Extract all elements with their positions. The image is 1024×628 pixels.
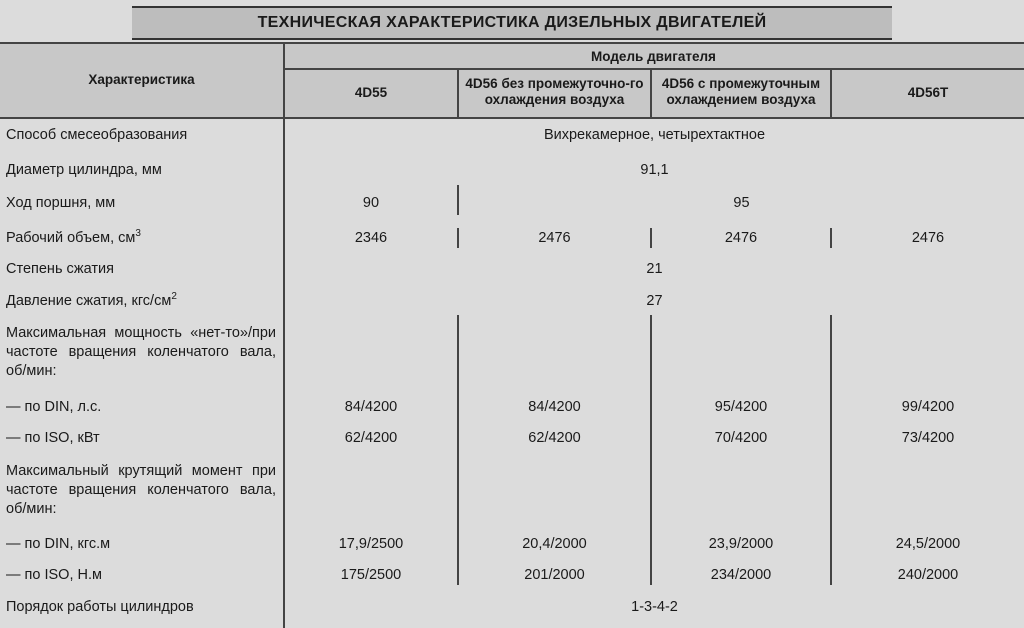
value-displacement-4d56-ic: 2476	[724, 230, 758, 246]
value-torque-din-4d56t: 24,5/2000	[895, 536, 961, 552]
value-bore: 91,1	[640, 162, 669, 178]
header-top-border	[0, 42, 1024, 44]
header-bottom-border	[0, 117, 1024, 119]
value-power-din-4d56-ic: 95/4200	[714, 399, 768, 415]
value-power-din-4d55: 84/4200	[344, 399, 398, 415]
displacement-label-text: Рабочий объем, см	[6, 230, 136, 246]
row-label-max-power: Максимальная мощность «нет-то»/при частоте вращения коленчатого вала, об/мин:	[6, 325, 276, 379]
compression-pressure-label-text: Давление сжатия, кгс/см	[6, 293, 172, 309]
value-power-iso-4d56t: 73/4200	[901, 430, 955, 446]
value-stroke-4d55: 90	[362, 195, 380, 211]
value-power-iso-4d56: 62/4200	[528, 430, 581, 446]
value-displacement-4d56: 2476	[538, 230, 571, 246]
value-torque-iso-4d56: 201/2000	[524, 567, 585, 583]
value-compression-ratio: 21	[646, 261, 663, 277]
row-label-torque-din: — по DIN, кгс.м	[6, 536, 111, 552]
value-torque-din-4d56: 20,4/2000	[522, 536, 587, 552]
value-torque-din-4d55: 17,9/2500	[338, 536, 404, 552]
row-label-torque-iso: — по ISO, Н.м	[6, 567, 102, 583]
value-power-din-4d56t: 99/4200	[901, 399, 955, 415]
row-label-mixing: Способ смесеобразования	[6, 127, 188, 143]
value-torque-din-4d56-ic: 23,9/2000	[708, 536, 774, 552]
model-header-divider	[283, 68, 1024, 70]
model-4d55-header: 4D55	[354, 85, 388, 100]
row-label-max-torque: Максимальный крутящий момент при частоте вращения коленчатого вала, об/мин:	[6, 463, 276, 517]
value-displacement-4d55: 2346	[354, 230, 388, 246]
value-torque-iso-4d56t: 240/2000	[897, 567, 959, 583]
value-compression-pressure: 27	[646, 293, 663, 309]
row-label-power-iso: — по ISO, кВт	[6, 430, 100, 446]
value-mixing: Вихрекамерное, четырехтактное	[543, 127, 766, 143]
row-label-firing-order: Порядок работы цилиндров	[6, 599, 194, 615]
value-stroke-4d56: 95	[733, 195, 750, 211]
value-power-iso-4d55: 62/4200	[344, 430, 398, 446]
row-label-stroke: Ход поршня, мм	[6, 195, 116, 211]
model-4d56-no-intercooler-header: 4D56 без промежуточно-го охлаждения воздуха	[465, 76, 644, 107]
value-power-din-4d56: 84/4200	[528, 399, 581, 415]
value-torque-iso-4d55: 175/2500	[340, 567, 402, 583]
value-firing-order: 1-3-4-2	[631, 599, 678, 615]
characteristic-header: Характеристика	[88, 72, 195, 87]
value-torque-iso-4d56-ic: 234/2000	[710, 567, 772, 583]
row-label-compression-ratio: Степень сжатия	[6, 261, 114, 277]
displacement-label-sup: 3	[135, 228, 141, 240]
page-title: ТЕХНИЧЕСКАЯ ХАРАКТЕРИСТИКА ДИЗЕЛЬНЫХ ДВИГАТЕЛЕЙ	[132, 6, 892, 40]
row-label-displacement	[6, 229, 141, 247]
title-bar	[0, 6, 1024, 40]
row-label-power-din: — по DIN, л.с.	[6, 399, 102, 415]
row-label-compression-pressure	[6, 292, 177, 310]
row-label-bore: Диаметр цилиндра, мм	[6, 162, 162, 178]
model-4d56t-header: 4D56T	[907, 85, 949, 100]
value-displacement-4d56t: 2476	[911, 230, 945, 246]
compression-pressure-label-sup: 2	[171, 291, 177, 303]
model-4d56-intercooler-header: 4D56 с промежуточным охлаждением воздуха	[661, 76, 821, 107]
engine-model-header: Модель двигателя	[591, 49, 716, 64]
value-power-iso-4d56-ic: 70/4200	[714, 430, 768, 446]
